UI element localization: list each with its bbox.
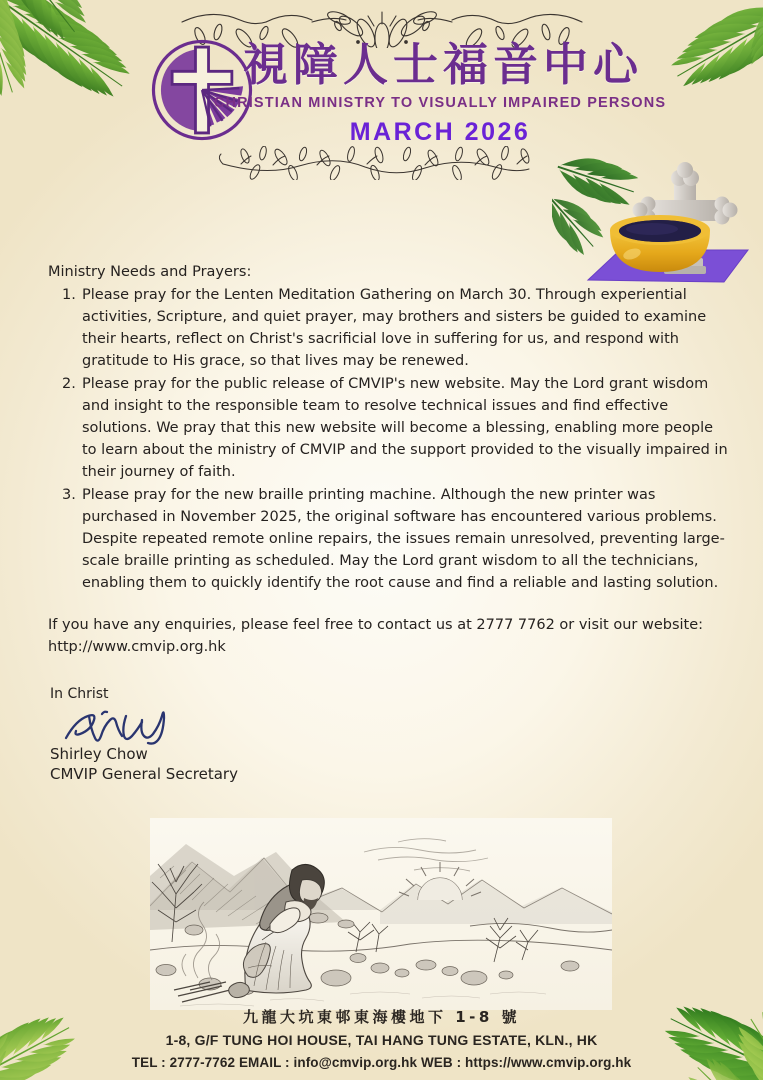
page-title-chinese: 視障人士福音中心 [242,38,643,91]
kneeling-man-praying-desert-sunrise-sketch-icon [150,818,612,1010]
floral-vine-divider-icon [207,146,557,180]
list-item-number: 1. [62,287,76,303]
letter-body [48,262,728,659]
signature-role: CMVIP General Secretary [50,765,238,784]
signature-name: Shirley Chow [50,745,148,763]
body-lead: Ministry Needs and Prayers: [48,264,252,280]
footer-address-english: 1-8, G/F TUNG HOI HOUSE, TAI HANG TUNG ESTATE, KLN., HK [165,1032,598,1049]
prayer-list [62,284,728,594]
list-item [62,284,728,372]
signature-block [50,686,380,785]
footer-contact-block [0,1006,763,1073]
page-title-english: CHRISTIAN MINISTRY TO VISUALLY IMPAIRED PERSONS [213,95,667,111]
list-item [62,484,728,594]
closing-paragraph: If you have any enquiries, please feel free to contact us at 2777 7762 or visit our website: http://www.cmvip.org.hk [48,617,704,656]
list-item-text: Please pray for the Lenten Meditation Gathering on March 30. Through experiential activities, Scripture, and quiet prayer, may brothers and sisters be guided to examine their hearts, reflect on Christ's sacrificial love in suffering for us, and respond with gratitude to His grace, so that lives may be renewed. [82,287,707,370]
floral-divider-bottom [207,146,557,180]
signature-mark [58,700,380,744]
signature-greeting: In Christ [50,686,109,702]
list-item-number: 2. [62,376,76,393]
handwritten-signature-icon [58,700,208,746]
list-item [62,373,728,483]
prayer-sketch [150,818,612,1010]
list-item-text: Please pray for the public release of CMVIP's new website. May the Lord grant wisdom and insight to the responsible team to resolve technical issues and find effective solutions. We pray that this new website will become a blessing, enabling more people to learn about the ministry of CMVIP and the support provided to the visually impaired in their journey of faith. [82,376,728,481]
footer-address-chinese: 九龍大坑東邨東海樓地下 1-8 號 [242,1008,521,1026]
list-item-number: 3. [62,487,76,504]
footer-contact-line: TEL : 2777-7762 EMAIL : info@cmvip.org.hk WEB : https://www.cmvip.org.hk [131,1054,632,1070]
list-item-text: Please pray for the new braille printing machine. Although the new printer was purchased in November 2025, the original software has encountered various problems. Despite repeated remote online repairs, the issues remain unresolved, preventing large-scale braille printing as scheduled. May the Lord grant wisdom to all the technicians, enabling them to quickly identify the root cause and find a reliable and lasting solution. [82,487,725,592]
issue-month: MARCH 2026 [349,118,531,146]
